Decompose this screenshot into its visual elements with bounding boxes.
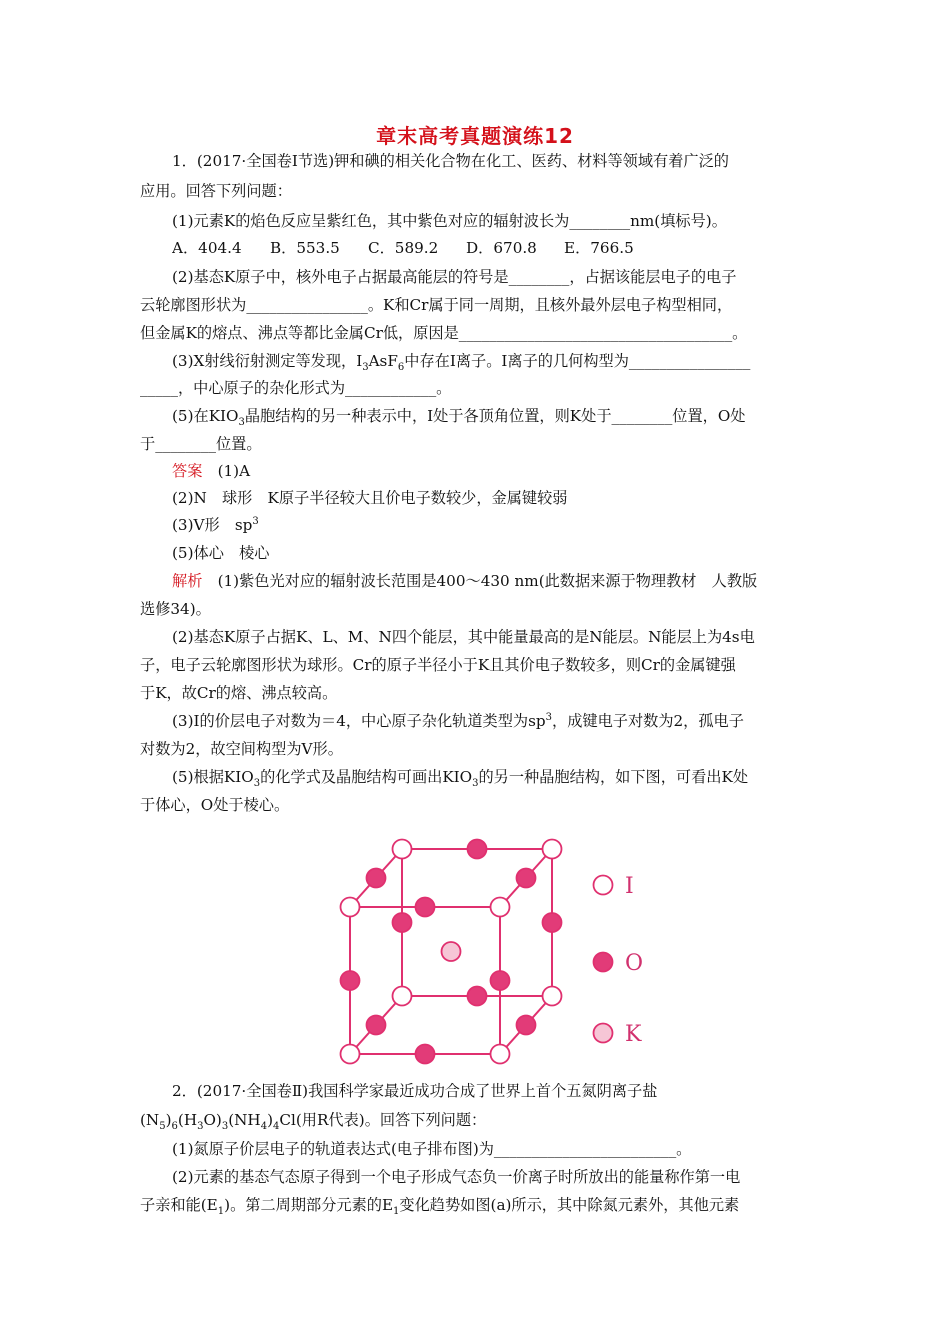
answer-1: (1)A [217, 462, 251, 480]
q1-part5-line-2: 于________位置。 [140, 435, 262, 453]
answer-3 [172, 514, 815, 536]
q1-part2-line-2: 云轮廓图形状为________________。K和Cr属于同一周期，且核外最外层电子构型相同， [140, 296, 733, 314]
i-atom [393, 987, 412, 1006]
q1-part2-line-3: 但金属K的熔点、沸点等都比金属Cr低，原因是____________________________________。 [140, 324, 748, 342]
o-atom [367, 869, 386, 888]
o-atom [491, 971, 510, 990]
q1-part3-text-b: AsF [368, 352, 398, 370]
analysis-label: 解析 [172, 572, 203, 590]
q1-part2-line-1: (2)基态K原子中，核外电子占据最高能层的符号是________，占据该能层电子的电子 [172, 268, 737, 286]
option-b: B．553.5 [270, 239, 340, 257]
q2-formula-f: ) [267, 1111, 273, 1129]
k-atom [442, 942, 461, 961]
analysis-2-line-3: 于K，故Cr的熔、沸点较高。 [140, 684, 338, 702]
analysis-3-text-a: (3)I的价层电子对数为＝4，中心原子杂化轨道类型为sp [172, 712, 546, 730]
q2-formula-d: O) [203, 1111, 222, 1129]
q1-part3-line-2: _____，中心原子的杂化形式为____________。 [140, 379, 452, 397]
q2-part1: (1)氮原子价层电子的轨道表达式(电子排布图)为________________________。 [172, 1140, 692, 1158]
q2-formula-sub-2: 6 [171, 1121, 178, 1131]
analysis-5-line-1 [172, 766, 815, 788]
page-title: 章末高考真题演练12 [376, 124, 574, 148]
q1-part3-text-c: 中存在I离子。I离子的几何构型为________________ [404, 352, 751, 370]
analysis-3-text-b: ，成键电子对数为2，孤电子 [552, 712, 744, 730]
i-atom [491, 1045, 510, 1064]
analysis-1-text: (1)紫色光对应的辐射波长范围是400～430 nm(此数据来源于物理教材 人教版 [217, 572, 758, 590]
o-atom [416, 898, 435, 917]
legend-i-label: I [625, 874, 634, 899]
o-atom [468, 840, 487, 859]
analysis-5-line-2: 于体心，O处于棱心。 [140, 796, 290, 814]
q1-part3-text-a: (3)X射线衍射测定等发现，I [172, 352, 363, 370]
option-e: E．766.5 [564, 239, 634, 257]
analysis-2-line-1: (2)基态K原子占据K、L、M、N四个能层，其中能量最高的是N能层。N能层上为4s电 [172, 628, 755, 646]
i-atom [393, 840, 412, 859]
q2-part2-line-2 [140, 1194, 815, 1216]
q2-part2-text-b: )。第二周期部分元素的E [224, 1196, 394, 1214]
q2-part2-line-1: (2)元素的基态气态原子得到一个电子形成气态负一价离子时所放出的能量称作第一电 [172, 1168, 741, 1186]
q1-part3-sub-2: 6 [397, 362, 405, 372]
answer-label: 答案 [172, 462, 203, 480]
answer-3-sup: 3 [252, 515, 259, 527]
analysis-5-text-c: 的另一种晶胞结构，如下图，可看出K处 [478, 768, 749, 786]
analysis-3-sup: 3 [545, 711, 553, 723]
kio3-unit-cell-figure [325, 822, 655, 1067]
i-atom [341, 1045, 360, 1064]
q2-formula-sub-6: 4 [273, 1121, 280, 1131]
q2-formula-sub-4: 3 [221, 1121, 229, 1131]
q1-intro-line-2: 应用。回答下列问题： [140, 182, 292, 200]
o-atom [517, 1016, 536, 1035]
q2-part2-sub-1: 1 [217, 1206, 225, 1216]
q1-part5-sub: 3 [238, 417, 245, 427]
option-a: A．404.4 [172, 239, 242, 257]
q2-part2-text-c: 变化趋势如图(a)所示，其中除氮元素外，其他元素 [399, 1196, 740, 1214]
i-atom [491, 898, 510, 917]
analysis-line-1 [172, 570, 815, 592]
legend-k-label: K [625, 1022, 642, 1047]
q2-formula-c: (H [177, 1111, 198, 1129]
analysis-3-line-2: 对数为2，故空间构型为V形。 [140, 740, 343, 758]
o-atom [367, 1016, 386, 1035]
legend-i-marker [594, 876, 613, 895]
q1-part5-text-b: 晶胞结构的另一种表示中，I处于各顶角位置，则K处于________位置，O处 [244, 407, 746, 425]
analysis-5-text-b: 的化学式及晶胞结构可画出KIO [260, 768, 473, 786]
option-c: C．589.2 [368, 239, 439, 257]
answer-2: (2)N 球形 K原子半径较大且价电子数较少，金属键较弱 [172, 489, 568, 507]
analysis-1-line-2: 选修34)。 [140, 600, 211, 618]
q2-intro-line-1: 2．(2017·全国卷Ⅱ)我国科学家最近成功合成了世界上首个五氮阴离子盐 [172, 1082, 658, 1100]
q1-part5-text-a: (5)在KIO [172, 407, 239, 425]
analysis-5-text-a: (5)根据KIO [172, 768, 254, 786]
o-atom [468, 987, 487, 1006]
q1-part3-line-1 [172, 350, 815, 372]
answer-5: (5)体心 棱心 [172, 544, 270, 562]
q2-formula-b: ) [165, 1111, 172, 1129]
q2-formula-g: Cl(用R代表)。回答下列问题： [279, 1111, 487, 1129]
q2-formula-a: (N [140, 1111, 160, 1129]
i-atom [543, 840, 562, 859]
legend-k-marker [594, 1024, 613, 1043]
analysis-5-sub-1: 3 [253, 778, 261, 788]
analysis-3-line-1 [172, 710, 815, 732]
option-d: D．670.8 [466, 239, 537, 257]
answer-line-1 [172, 460, 815, 482]
legend-o-label: O [625, 951, 644, 976]
figure-legend [594, 874, 644, 1047]
o-atom [543, 913, 562, 932]
o-atom [416, 1045, 435, 1064]
unit-cell-atoms [341, 840, 562, 1064]
o-atom [517, 869, 536, 888]
q2-part2-text-a: 子亲和能(E [140, 1196, 218, 1214]
q1-intro-line-1: 1．(2017·全国卷Ⅰ节选)钾和碘的相关化合物在化工、医药、材料等领域有着广泛的 [172, 152, 729, 170]
answer-3-text: (3)V形 sp [172, 516, 253, 534]
q1-part5-line-1 [172, 405, 815, 427]
q1-part3-sub-1: 3 [362, 362, 369, 372]
q2-formula-sub-1: 5 [159, 1121, 166, 1131]
q2-intro-line-2 [140, 1109, 815, 1131]
q1-options [172, 237, 815, 259]
q2-formula-sub-5: 4 [260, 1121, 268, 1131]
i-atom [543, 987, 562, 1006]
i-atom [341, 898, 360, 917]
legend-o-marker [594, 953, 613, 972]
q1-part1: (1)元素K的焰色反应呈紫红色，其中紫色对应的辐射波长为________nm(填标号)。 [172, 212, 727, 230]
o-atom [341, 971, 360, 990]
analysis-2-line-2: 子，电子云轮廓图形状为球形。Cr的原子半径小于K且其价电子数较多，则Cr的金属键强 [140, 656, 736, 674]
q2-formula-sub-3: 3 [197, 1121, 204, 1131]
q2-part2-sub-2: 1 [393, 1206, 400, 1216]
analysis-5-sub-2: 3 [472, 778, 479, 788]
o-atom [393, 913, 412, 932]
q2-formula-e: (NH [228, 1111, 261, 1129]
